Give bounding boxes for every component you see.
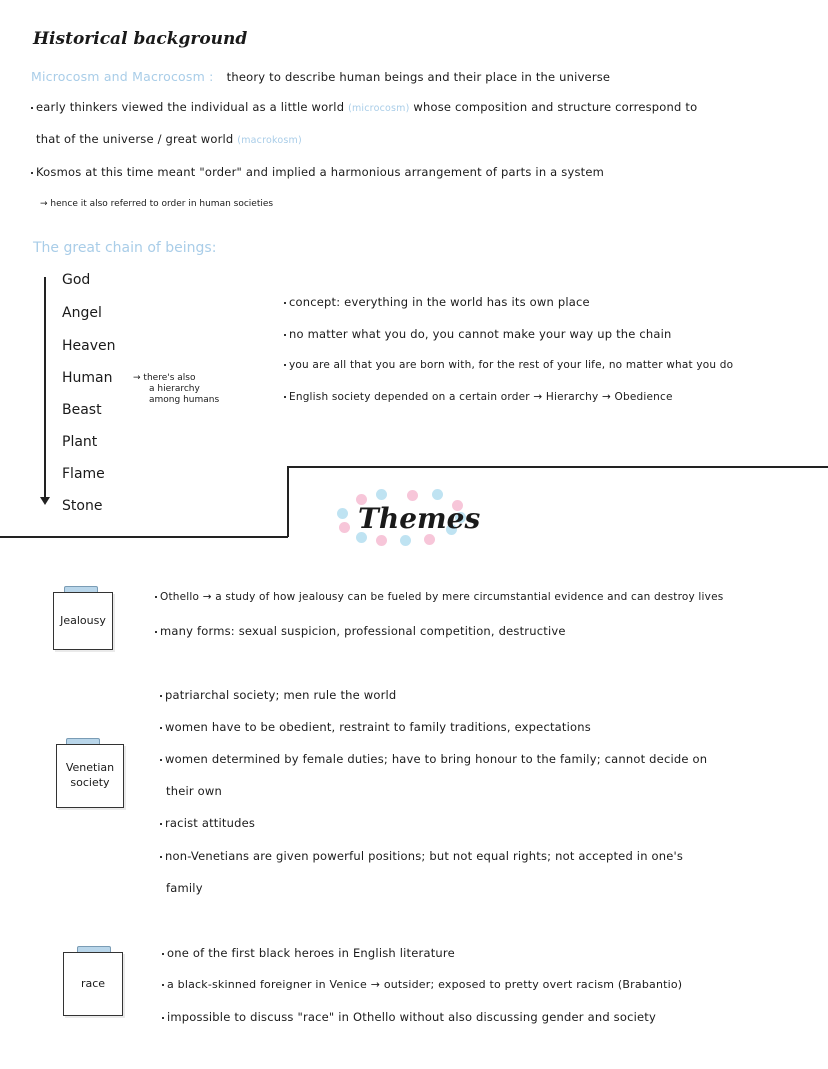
chain-item-flame: Flame [62, 466, 105, 482]
concept-text: English society depended on a certain order → Hierarchy → Obedience [289, 391, 673, 403]
note-race-label: race [80, 976, 106, 990]
section-divider [0, 536, 288, 538]
section-divider [287, 466, 289, 537]
themes-title: Themes [358, 502, 481, 535]
arrow-right-icon: → [40, 199, 48, 209]
jealousy-text: Othello → a study of how jealousy can be fueled by mere circumstantial evidence and can destroy lives [160, 591, 724, 603]
concept-text: no matter what you do, you cannot make your way up the chain [289, 327, 672, 341]
race-text: a black-skinned foreigner in Venice → outsider; exposed to pretty overt racism (Brabantio) [167, 978, 683, 991]
human-note-line: a hierarchy [149, 384, 200, 394]
kosmos-text: Kosmos at this time meant "order" and implied a harmonious arrangement of parts in a system [36, 165, 605, 179]
early-thinkers-line [31, 100, 697, 114]
note-race [63, 952, 123, 1016]
chain-title: The great chain of beings: [33, 240, 217, 256]
decor-dot [376, 535, 387, 546]
decor-dot [407, 490, 418, 501]
race-text: one of the first black heroes in English literature [167, 946, 455, 960]
decor-dot [339, 522, 350, 533]
human-hierarchy-note [133, 373, 219, 406]
jealousy-line [155, 591, 723, 603]
chain-item-angel: Angel [62, 305, 102, 321]
arrow-right-icon: → [133, 373, 141, 383]
venetian-line [166, 784, 222, 798]
venetian-text: racist attitudes [165, 816, 256, 830]
kosmos-line [31, 165, 604, 179]
note-venetian-society [56, 744, 124, 808]
micro-macro-definition: theory to describe human beings and their place in the universe [226, 70, 611, 84]
concept-line [284, 359, 733, 371]
chain-item-human: Human [62, 370, 113, 386]
arrow-down-icon [40, 497, 50, 505]
decor-dot [400, 535, 411, 546]
universe-text: that of the universe / great world [36, 132, 234, 146]
decor-dot [432, 489, 443, 500]
macrokosm-note: (macrokosm) [237, 135, 302, 146]
venetian-line [160, 849, 683, 863]
concept-text: you are all that you are born with, for the rest of your life, no matter what you do [289, 359, 734, 371]
chain-item-beast: Beast [62, 402, 102, 418]
race-line [162, 946, 455, 960]
decor-dot [337, 508, 348, 519]
microcosm-note: (microcosm) [348, 103, 410, 114]
venetian-line [160, 720, 591, 734]
section-divider [287, 466, 828, 468]
concept-line [284, 391, 673, 403]
human-note-line: there's also [143, 373, 196, 383]
chain-arrow [44, 277, 46, 499]
concept-line [284, 295, 590, 309]
micro-macro-label: Microcosm and Macrocosm : [31, 69, 214, 84]
hence-text: hence it also referred to order in human societies [50, 199, 274, 209]
note-venetian-label: society [70, 776, 110, 789]
micro-macro-line [31, 66, 610, 85]
concept-line [284, 327, 672, 341]
race-text: impossible to discuss "race" in Othello without also discussing gender and society [167, 1010, 657, 1024]
jealousy-line [155, 624, 566, 638]
venetian-line [160, 816, 255, 830]
decor-dot [376, 489, 387, 500]
venetian-line [160, 752, 707, 766]
universe-line [36, 132, 302, 146]
venetian-line [160, 688, 396, 702]
venetian-text: non-Venetians are given powerful positions; but not equal rights; not accepted in one's [165, 849, 684, 863]
human-note-line: among humans [149, 395, 220, 405]
chain-item-god: God [62, 272, 91, 288]
hence-line [40, 199, 273, 209]
venetian-text: family [166, 881, 203, 895]
venetian-text: women have to be obedient, restraint to family traditions, expectations [165, 720, 591, 734]
early-thinkers-text: early thinkers viewed the individual as a little world [36, 100, 345, 114]
chain-item-plant: Plant [62, 434, 98, 450]
venetian-text: patriarchal society; men rule the world [165, 688, 397, 702]
race-line [162, 1010, 656, 1024]
race-line [162, 978, 682, 991]
early-thinkers-text-cont: whose composition and structure correspond to [413, 100, 698, 114]
note-venetian-label: Venetian [65, 761, 115, 775]
concept-text: concept: everything in the world has its own place [289, 295, 590, 309]
decor-dot [424, 534, 435, 545]
venetian-line [166, 881, 203, 895]
venetian-text: their own [166, 784, 222, 798]
note-jealousy [53, 592, 113, 650]
note-jealousy-label: Jealousy [60, 613, 106, 627]
chain-item-stone: Stone [62, 498, 103, 514]
page-title: Historical background [33, 29, 248, 49]
venetian-text: women determined by female duties; have to bring honour to the family; cannot decide on [165, 752, 708, 766]
jealousy-text: many forms: sexual suspicion, professional competition, destructive [160, 624, 566, 638]
chain-item-heaven: Heaven [62, 338, 116, 354]
